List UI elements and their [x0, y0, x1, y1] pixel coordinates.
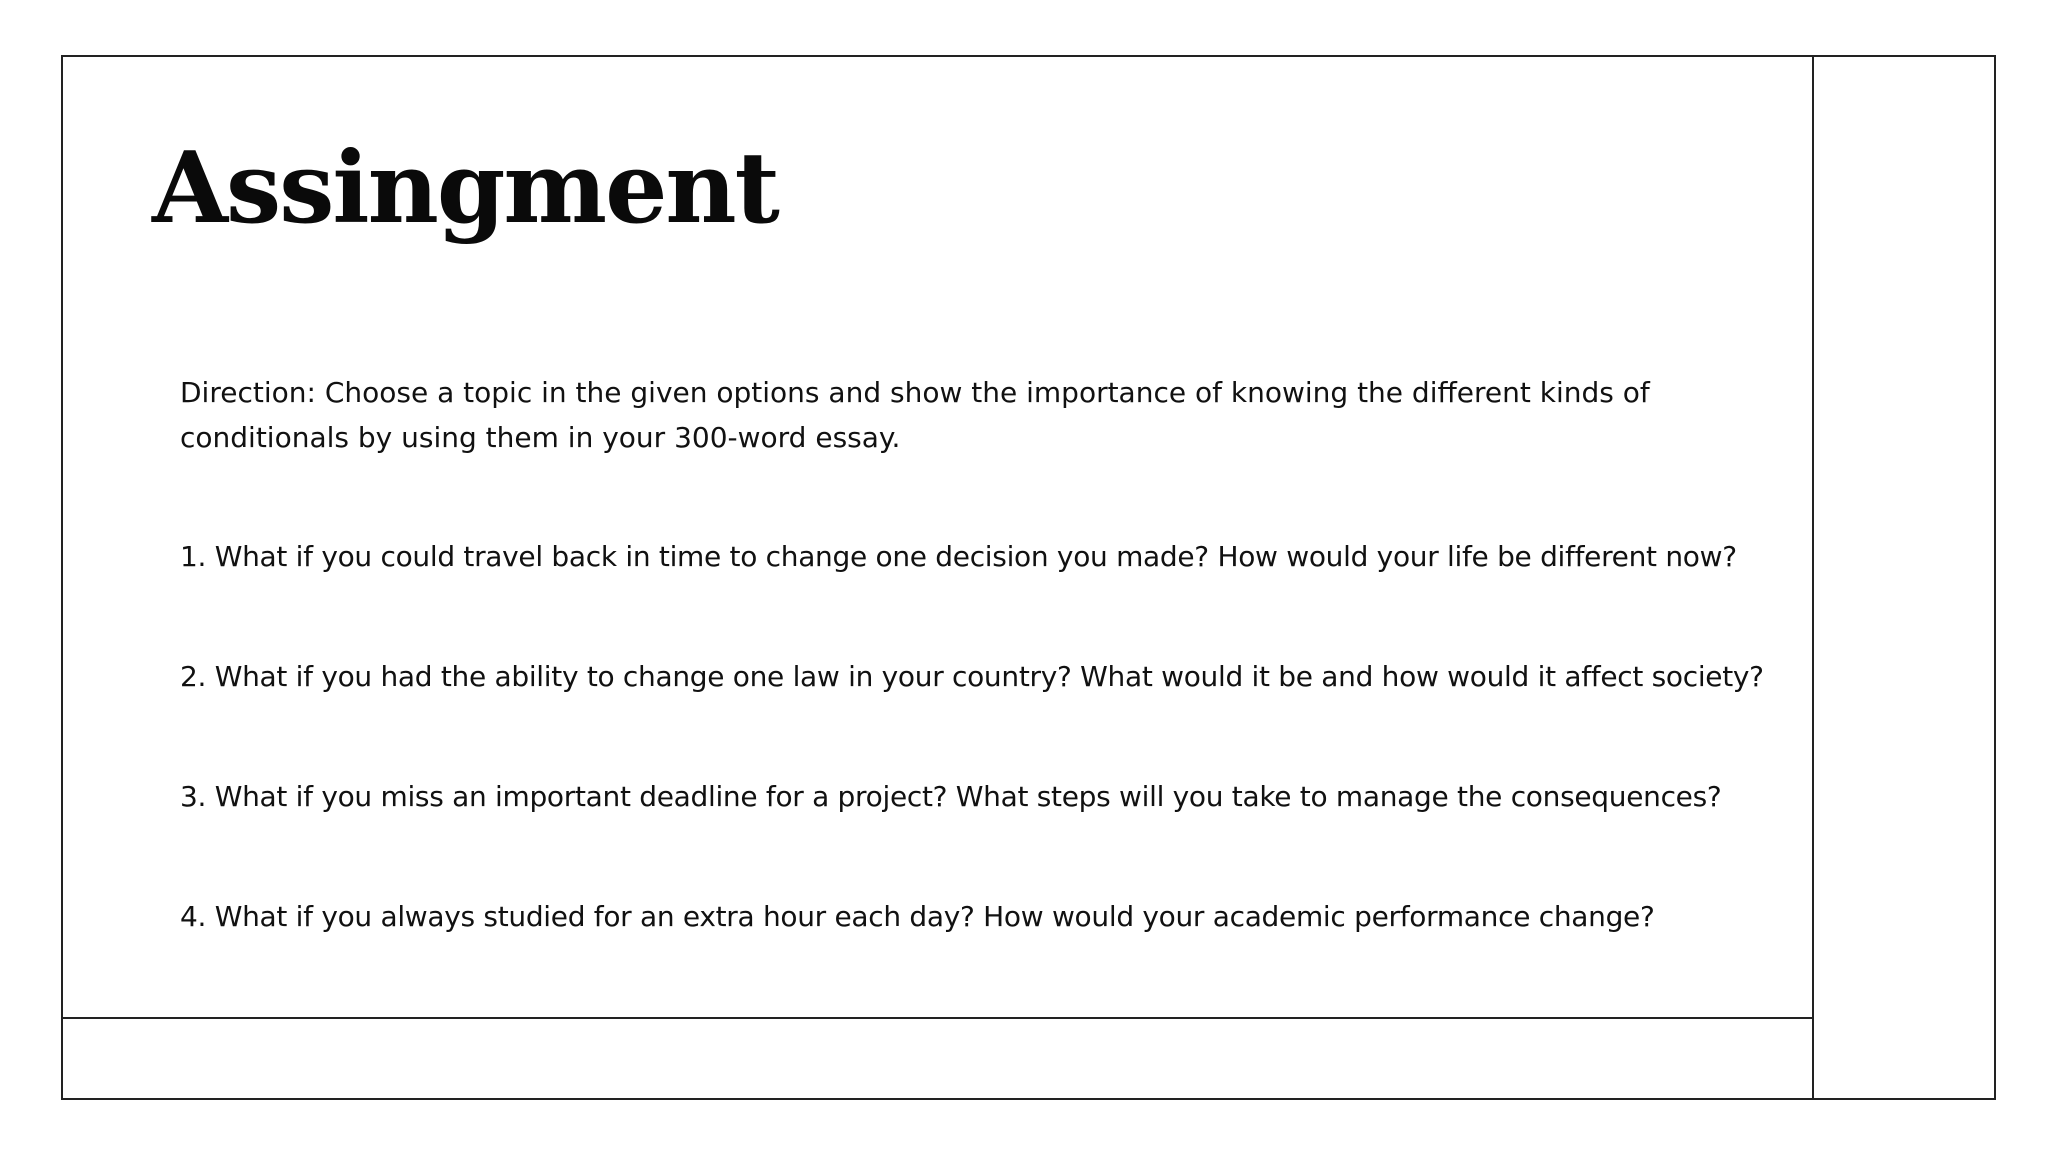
horizontal-divider	[61, 1017, 1814, 1019]
slide-title: Assingment	[152, 131, 778, 246]
question-list	[180, 534, 1780, 939]
slide-content	[180, 370, 1780, 939]
question-item: 1. What if you could travel back in time to change one decision you made? How would your life be different now?	[180, 540, 1737, 573]
question-item: 3. What if you miss an important deadline for a project? What steps will you take to manage the consequences?	[180, 780, 1722, 813]
direction-text: Direction: Choose a topic in the given options and show the importance of knowing the different kinds of conditionals by using them in your 300-word essay.	[180, 376, 1650, 454]
question-item: 4. What if you always studied for an extra hour each day? How would your academic performance change?	[180, 900, 1655, 933]
vertical-divider	[1812, 55, 1814, 1100]
question-item: 2. What if you had the ability to change one law in your country? What would it be and how would it affect society?	[180, 660, 1764, 693]
